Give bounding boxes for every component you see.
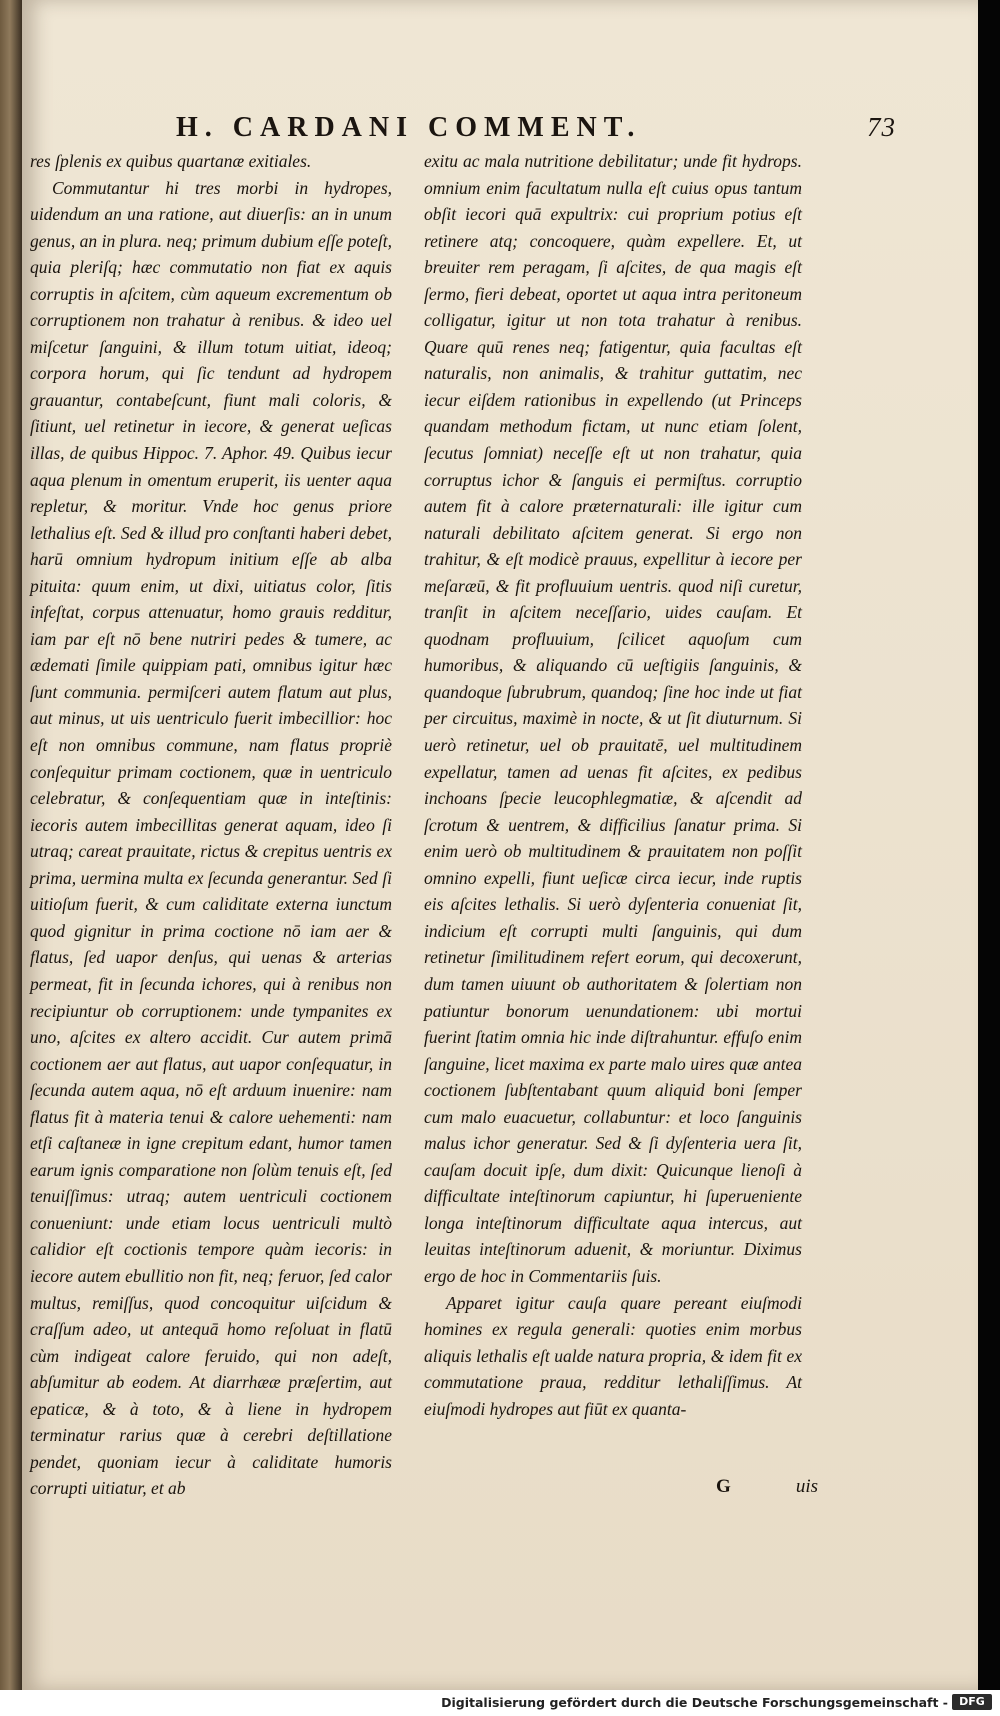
- page-number: 73: [867, 112, 896, 142]
- dfg-logo: DFG: [952, 1694, 992, 1710]
- right-text-column: [424, 148, 802, 1422]
- paragraph: exitu ac mala nutritione debilitatur; unde fit hydrops. omnium enim facultatum nulla eſt cuius opus tantum obſit iecori quā expultrix: cui proprium potius eſt retinere atq; concoquere, quàm expellere. Et, ut breuiter rem peragam, ſi aſcites, de qua magis eſt ſermo, fieri debeat, oportet ut aqua intra peritoneum colligatur, igitur ut non tota trahatur à renibus. Quare quū renes neq; fatigentur, quia facultas eſt naturalis, non animalis, & trahitur guttatim, nec iecur eiſdem rationibus in expellendo (ut Princeps quandam methodum fictam, ut nunc etiam ſolent, ſecutus ſomniat) neceſſe eſt ut non trahatur, quia corruptus ichor & ſanguis ei permiſtus. corruptio autem fit à calore præternaturali: ille igitur cum naturali debilitato aſcitem generat. Si ergo non trahitur, & eſt modicè prauus, expellitur à iecore per meſaræū, & fit profluuium uentris. quod niſi curetur, tranſit in aſcitem neceſſario, uides cauſam. Et quodnam profluuium, ſcilicet aquoſum cum humoribus, & aliquando cū ueſtigiis ſanguinis, & quandoque ſubrubrum, quandoq; ſine hoc inde ut fiat per circuitus, maximè in nocte, & ut ſit diuturnum. Si uerò retinetur, uel ob prauitatē, uel multitudinem expellatur, tamen ad uenas fit aſcites, ex pedibus inchoans ſpecie leucophlegmatiæ, & aſcendit ad ſcrotum & uentrem, & difficilius ſanatur prima. Si enim uerò ob multitudinem & prauitatem non poſſit omnino expelli, fiunt ueſicæ circa iecur, inde ruptis eis aſcites lethalis. Si uerò dyſenteria conueniat ſit, indicium eſt corrupti multi ſanguinis, qui dum retinetur ſimilitudinem refert eorum, qui decoxerunt, dum tamen uiuunt ob authoritatem & ſolertiam non patiuntur bonorum uenundationem: ubi mortui fuerint ſtatim omnia hic inde diſtrahuntur. effuſo enim ſanguine, licet maxima ex parte malo uires quæ antea coctionem ſubſtentabant quum aliquid boni ſemper cum malo euacuetur, collabuntur: et loco ſanguinis malus ichor generatur. Sed & ſi dyſenteria uera ſit, cauſam docuit ipſe, dum dixit: Quicunque lienoſi à difficultate inteſtinorum capiuntur, hi ſuperueniente longa inteſtinorum difficultate aqua intercus, aut leuitas inteſtinorum aduenit, & moriuntur. Diximus ergo de hoc in Commentariis ſuis.: [424, 151, 802, 1286]
- running-head: [176, 112, 896, 152]
- binding-edge: [0, 0, 22, 1690]
- paragraph: res ſplenis ex quibus quartanæ exitiales.: [30, 151, 312, 171]
- left-text-column: [30, 148, 392, 1502]
- funding-note: Digitalisierung gefördert durch die Deutsche Forschungsgemeinschaft -: [441, 1695, 948, 1710]
- catchword: uis: [795, 1476, 818, 1497]
- paragraph: Apparet igitur cauſa quare pereant eiuſmodi homines ex regula generali: quoties enim morbus aliquis lethalis eſt ualde natura propria, & idem fit ex commutatione praua, redditur lethaliſſimus. At eiuſmodi hydropes aut fiūt ex quanta-: [424, 1292, 802, 1419]
- paragraph: Commutantur hi tres morbi in hydropes, uidendum an una ratione, aut diuerſis: an in unum genus, an in plura. neq; primum dubium eſſe poteſt, quia pleriſq; hæc commutatio non fiat ex aquis corruptis in aſcitem, cùm aqueum excrementum ob corruptionem non trahatur à renibus. & ideo uel miſcetur ſanguini, & illum totum uitiat, ideoq; corpora horum, qui ſic tendunt ad hydropem grauantur, contabeſcunt, fiunt mali coloris, & ſitiunt, uel retinetur in iecore, & generat ueſicas illas, de quibus Hippoc. 7. Aphor. 49. Quibus iecur aqua plenum in omentum eruperit, iis uenter aqua repletur, & moritur. Vnde hoc genus priore lethalius eſt. Sed & illud pro conſtanti haberi debet, harū omnium hydropum initium eſſe ab alba pituita: quum enim, ut dixi, uitiatus color, ſitis infeſtat, corpus attenuatur, homo grauis redditur, iam par eſt nō bene nutriri pedes & tumere, ac ædemati ſimile quippiam pati, omnibus igitur hæc ſunt communia. permiſceri autem flatum aut plus, aut minus, ut uis uentriculo fuerit imbecillior: hoc eſt non omnibus commune, nam flatus propriè conſequitur primam coctionem, quæ in uentriculo celebratur, & conſequentiam quæ in inteſtinis: iecoris autem imbecillitas generat aquam, ideo ſi utraq; careat prauitate, rictus & crepitus uentris ex prima, uermina multa ex ſecunda generantur. Sed ſi uitioſum fuerit, & cum caliditate externa iunctum quod gignitur in prima coctione nō iam aer & flatus, ſed uapor denſus, qui uenas & arterias permeat, fit in ſecunda ichores, qui à renibus non recipiuntur ob corruptionem: unde tympanites ex uno, aſcites ex altero accidit. Cur autem primā coctionem aer aut flatus, aut uapor conſequatur, in ſecunda autem aqua, nō eſt arduum inuenire: nam flatus fit à materia tenui & calore uehementi: nam etſi caſtaneæ in igne crepitum edant, humor tamen earum ignis comparatione non ſolùm tenuis eſt, ſed tenuiſſimus: utraq; autem uentriculi coctionem conueniunt: unde etiam locus uentriculi multò calidior eſt coctionis tempore quàm iecoris: in iecore autem ebullitio non fit, neq; feruor, ſed calor multus, remiſſus, quod concoquitur uiſcidum & craſſum adeo, ut antequā homo reſoluat in flatū cùm indigeat calore feruido, qui non adeſt, abſumitur ab eodem. At diarrhææ præſertim, aut epaticæ, & à toto, & à liene in hydropem terminatur rarius quæ à cerebri deſtillatione pendet, quoniam iecur à caliditate humoris corrupti uitiatur, et ab: [30, 177, 392, 1499]
- scan-background: [978, 0, 1000, 1690]
- catchword-line: [716, 1476, 818, 1506]
- running-title: H. CARDANI COMMENT.: [176, 112, 642, 143]
- footer-bar: [0, 1690, 1000, 1716]
- signature-mark: G: [716, 1476, 731, 1497]
